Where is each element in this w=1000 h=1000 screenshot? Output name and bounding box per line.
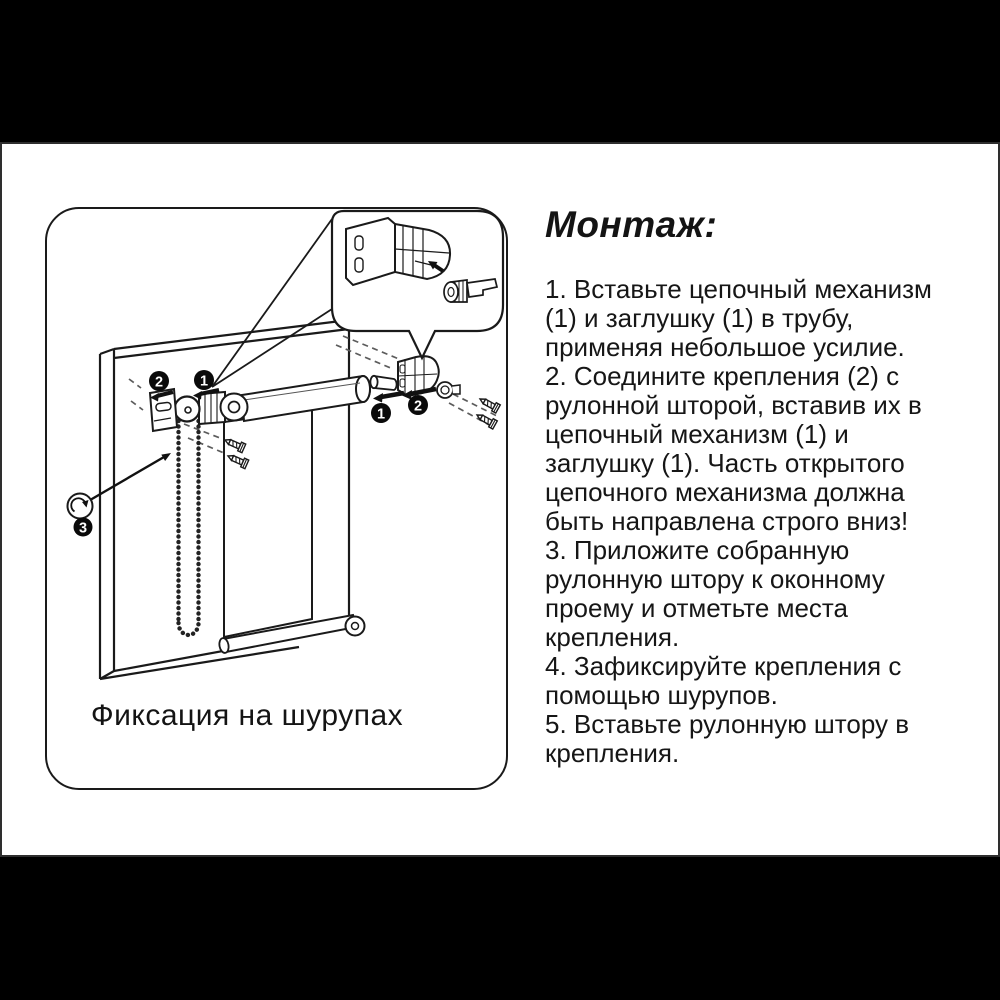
- instruction-line: заглушку (1). Часть открытого: [545, 448, 905, 478]
- instruction-line: 5. Вставьте рулонную штору в: [545, 709, 910, 739]
- instruction-line: 2. Соедините крепления (2) с: [545, 361, 900, 391]
- badge-right-1: 1: [376, 406, 386, 423]
- instruction-line: рулонную штору к оконному: [545, 564, 885, 594]
- instruction-line: крепления.: [545, 622, 680, 652]
- chain-rotation-indicator: [68, 453, 172, 519]
- instructions-text: [545, 275, 932, 768]
- diagram-caption: Фиксация на шурупах: [90, 699, 404, 732]
- instruction-line: быть направлена строго вниз!: [545, 506, 909, 536]
- detail-wedge-lines: [212, 219, 332, 387]
- fabric-roll-end: [221, 394, 248, 421]
- diagram-panel: [45, 207, 508, 790]
- instruction-line: помощью шурупов.: [545, 680, 778, 710]
- badge-left-2: 2: [154, 374, 164, 391]
- manual-sheet: [0, 142, 1000, 857]
- instruction-line: (1) и заглушку (1) в трубу,: [545, 303, 854, 333]
- instruction-line: применяя небольшое усилие.: [545, 332, 905, 362]
- badge-right-2: 2: [413, 398, 423, 415]
- instruction-line: крепления.: [545, 738, 680, 768]
- badge-left-1: 1: [199, 373, 209, 390]
- badge-step-3: 3: [78, 520, 88, 537]
- instruction-line: проему и отметьте места: [545, 593, 848, 623]
- instruction-line: цепочного механизма должна: [545, 477, 905, 507]
- instruction-line: рулонной шторой, вставив их в: [545, 390, 922, 420]
- instruction-line: 4. Зафиксируйте крепления с: [545, 651, 902, 681]
- instruction-line: цепочный механизм (1) и: [545, 419, 849, 449]
- end-plug: [437, 382, 453, 398]
- bead-chain: [179, 421, 199, 635]
- instruction-line: 3. Приложите собранную: [545, 535, 850, 565]
- detail-callout: [332, 211, 503, 358]
- instruction-line: 1. Вставьте цепочный механизм: [545, 274, 932, 304]
- instructions-title: Монтаж:: [545, 204, 718, 245]
